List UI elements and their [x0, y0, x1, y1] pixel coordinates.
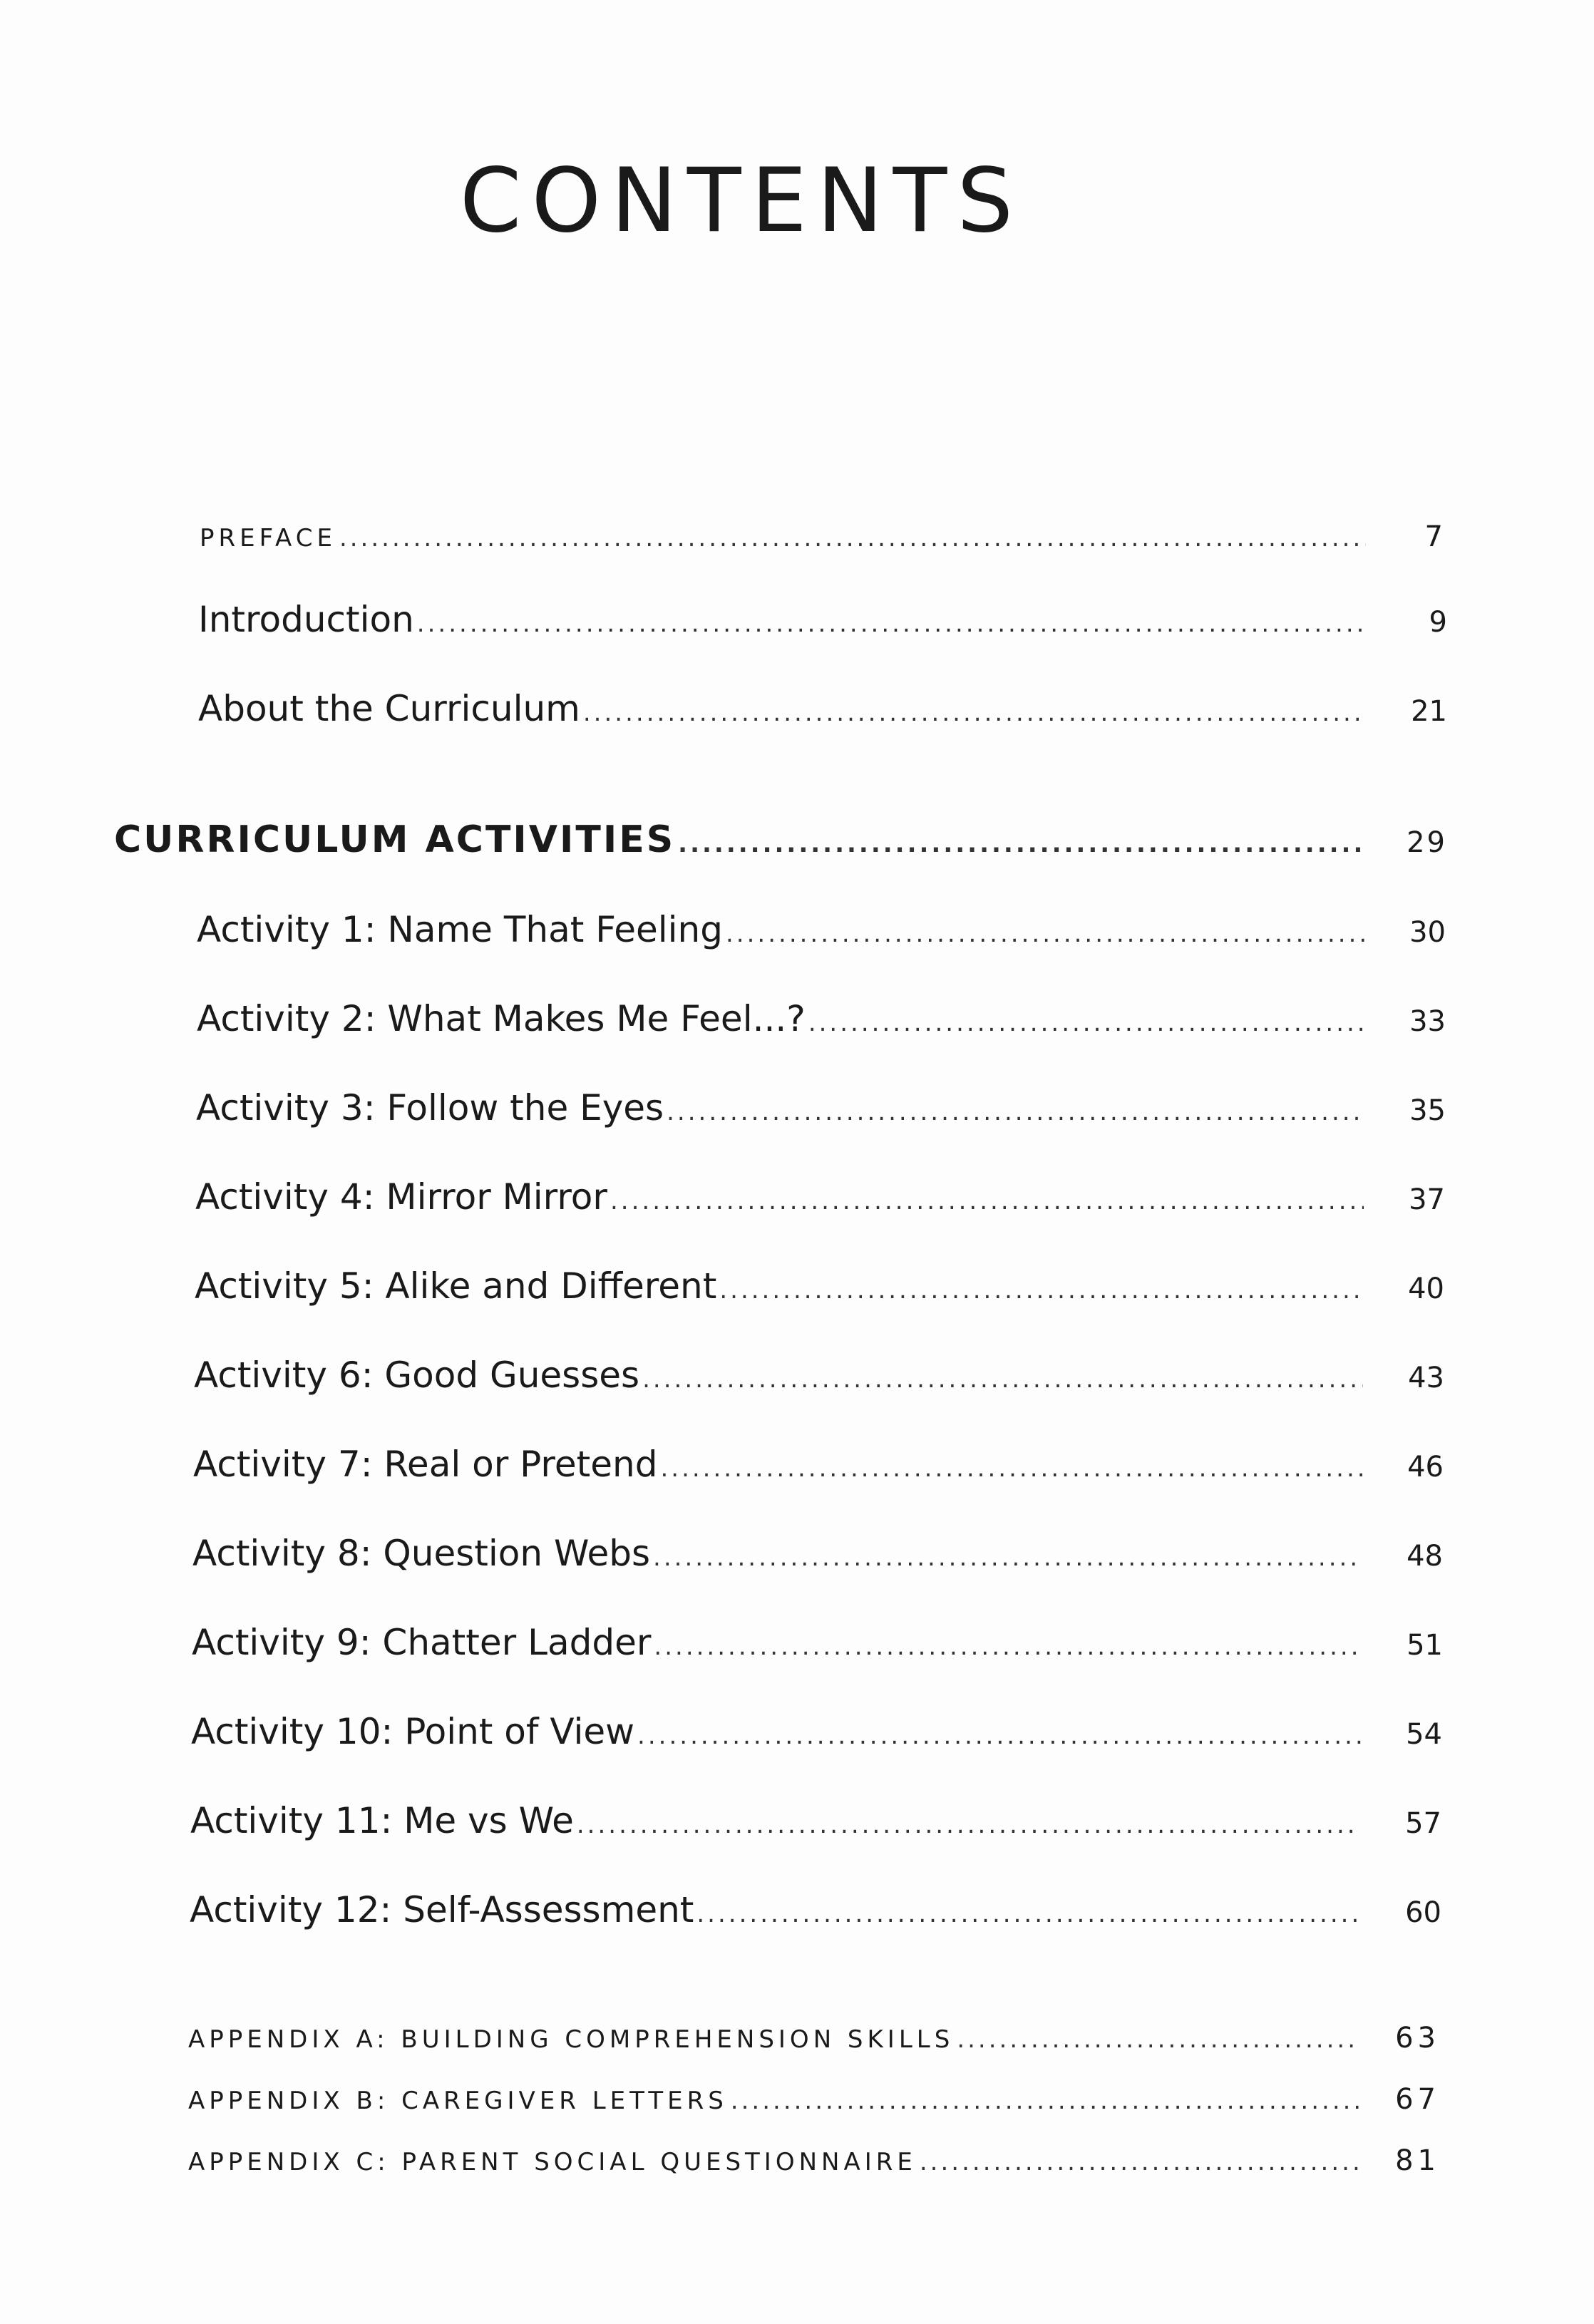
toc-entry-activity-10[interactable] [191, 1711, 1442, 1752]
toc-entry-activity-11[interactable] [190, 1800, 1441, 1841]
toc-entry-activity-6[interactable] [194, 1354, 1444, 1396]
toc-page-number: 33 [1409, 1005, 1446, 1038]
toc-entry-label: Introduction [198, 599, 414, 640]
toc-entry-activity-2[interactable] [197, 998, 1446, 1039]
toc-page-number: 67 [1395, 2083, 1440, 2116]
toc-entry-label: APPENDIX B: CAREGIVER LETTERS [188, 2087, 728, 2115]
toc-page-number: 57 [1405, 1807, 1441, 1840]
dot-leader [726, 920, 1364, 948]
toc-page-number: 81 [1395, 2144, 1440, 2177]
dot-leader [653, 1543, 1362, 1572]
toc-entry-label: Activity 2: What Makes Me Feel...? [197, 998, 806, 1039]
toc-entry-label: About the Curriculum [198, 688, 580, 729]
toc-entry-activity-9[interactable] [192, 1622, 1443, 1663]
toc-page-number: 40 [1408, 1272, 1444, 1305]
toc-page-number: 35 [1409, 1094, 1446, 1127]
toc-entry-introduction[interactable] [198, 599, 1447, 640]
toc-entry-label: Activity 5: Alike and Different [195, 1265, 717, 1307]
toc-page-number: 9 [1429, 606, 1447, 639]
dot-leader [731, 2087, 1359, 2115]
dot-leader [610, 1187, 1364, 1215]
toc-page-number: 60 [1405, 1896, 1441, 1929]
toc-page-number: 46 [1407, 1451, 1444, 1484]
dot-leader [583, 699, 1366, 727]
toc-entry-label: Activity 10: Point of View [191, 1711, 635, 1752]
dot-leader [660, 1454, 1362, 1483]
toc-entry-label: Activity 9: Chatter Ladder [192, 1622, 652, 1663]
toc-entry-activity-8[interactable] [192, 1533, 1443, 1574]
toc-entry-label: APPENDIX A: BUILDING COMPREHENSION SKILLS [188, 2025, 955, 2054]
toc-entry-label: APPENDIX C: PARENT SOCIAL QUESTIONNAIRE [188, 2148, 917, 2176]
toc-page-number: 21 [1411, 695, 1447, 728]
toc-entry-label: Activity 11: Me vs We [190, 1800, 574, 1841]
toc-entry-appendix-a[interactable] [188, 2022, 1440, 2055]
toc-entry-label: PREFACE [200, 524, 336, 552]
dot-leader [678, 830, 1366, 858]
dot-leader [957, 2025, 1359, 2054]
toc-entry-label: Activity 7: Real or Pretend [193, 1444, 658, 1485]
toc-entry-appendix-c[interactable] [188, 2144, 1440, 2177]
dot-leader [642, 1365, 1363, 1394]
dot-leader [920, 2148, 1359, 2176]
toc-page-number: 63 [1395, 2022, 1440, 2055]
page-title: CONTENTS [459, 150, 1024, 252]
toc-entry-appendix-b[interactable] [188, 2083, 1440, 2116]
toc-page-number: 29 [1407, 826, 1447, 859]
toc-page-number: 51 [1407, 1629, 1443, 1662]
toc-page-number: 43 [1408, 1362, 1444, 1394]
toc-entry-label: Activity 4: Mirror Mirror [195, 1176, 607, 1218]
dot-leader [637, 1722, 1361, 1750]
toc-section-curriculum-activities[interactable] [114, 818, 1447, 861]
dot-leader [667, 1098, 1364, 1126]
toc-entry-activity-5[interactable] [195, 1265, 1444, 1307]
toc-entry-activity-4[interactable] [195, 1176, 1445, 1218]
dot-leader [808, 1009, 1364, 1037]
toc-page-number: 54 [1406, 1718, 1442, 1751]
toc-entry-label: Activity 1: Name That Feeling [197, 909, 723, 950]
toc-page-number: 30 [1409, 916, 1446, 949]
toc-entry-activity-3[interactable] [196, 1087, 1446, 1128]
dot-leader [339, 524, 1366, 552]
dot-leader [577, 1811, 1360, 1839]
toc-page-number: 48 [1407, 1540, 1443, 1573]
toc-entry-activity-1[interactable] [197, 909, 1446, 950]
toc-entry-label: Activity 12: Self-Assessment [190, 1889, 694, 1930]
toc-entry-label: Activity 8: Question Webs [192, 1533, 651, 1574]
toc-entry-activity-7[interactable] [193, 1444, 1444, 1485]
toc-entry-label: Activity 6: Good Guesses [194, 1354, 640, 1396]
toc-page-number: 7 [1424, 520, 1447, 553]
dot-leader [696, 1900, 1360, 1928]
toc-section-label: CURRICULUM ACTIVITIES [114, 818, 676, 861]
dot-leader [654, 1633, 1362, 1661]
dot-leader [417, 610, 1366, 638]
toc-entry-about-curriculum[interactable] [198, 688, 1447, 729]
dot-leader [719, 1276, 1363, 1305]
toc-page-number: 37 [1409, 1183, 1445, 1216]
toc-entry-preface[interactable] [200, 520, 1447, 553]
toc-entry-activity-12[interactable] [190, 1889, 1441, 1930]
toc-entry-label: Activity 3: Follow the Eyes [196, 1087, 664, 1128]
